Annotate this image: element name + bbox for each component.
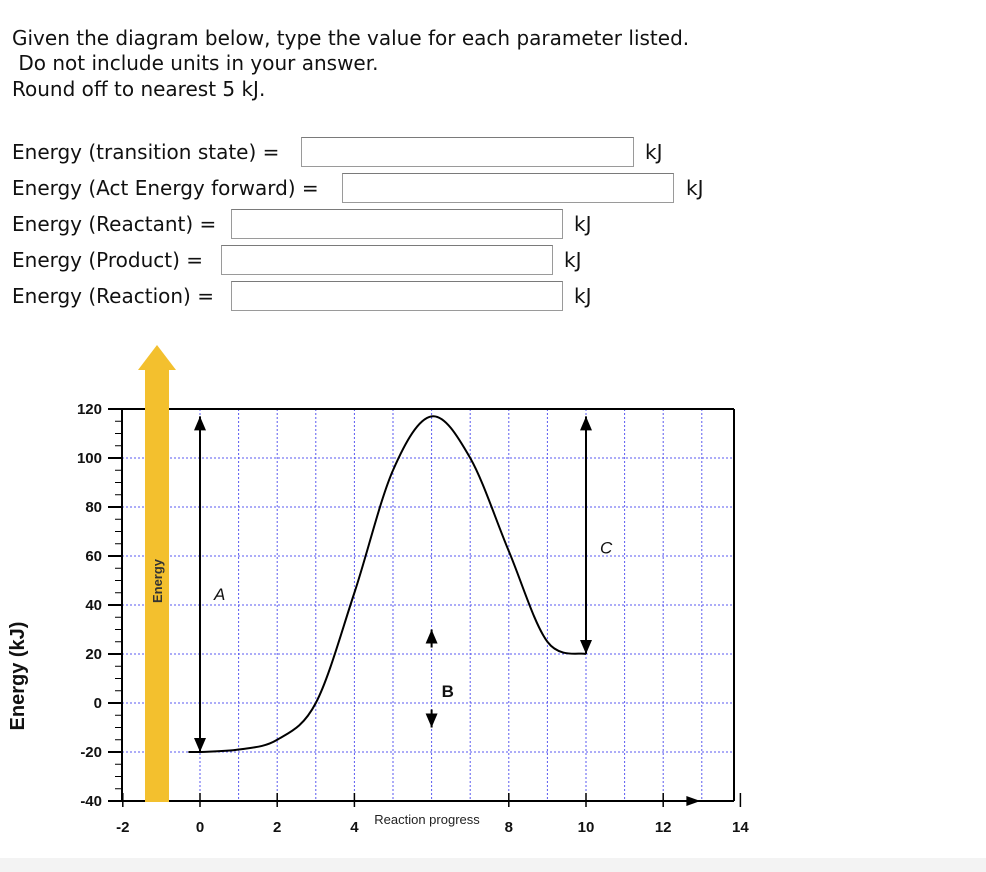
y-axis-label: Energy (kJ) (7, 621, 29, 731)
y-tick-label: -40 (80, 793, 102, 810)
x-axis-arrowhead (686, 796, 700, 806)
annotation-label-a: A (214, 585, 226, 605)
x-axis-label: Reaction progress (374, 812, 480, 827)
input-transition-state[interactable] (301, 137, 634, 167)
y-axis-ticks (77, 401, 122, 810)
energy-diagram (7, 341, 749, 836)
input-reaction[interactable] (231, 281, 563, 311)
energy-arrow-head (138, 345, 176, 370)
x-tick-label: 4 (350, 819, 359, 836)
instruction-line-1: Given the diagram below, type the value for each parameter listed. (12, 26, 690, 50)
x-tick-label: 14 (732, 819, 749, 836)
label-reactant: Energy (Reactant) = (12, 212, 217, 236)
y-tick-label: 100 (76, 450, 102, 467)
input-product[interactable] (221, 245, 553, 275)
arrowhead (194, 738, 206, 752)
y-tick-label: -20 (80, 744, 102, 761)
annotation-label-b: B (441, 681, 454, 701)
label-act-energy-forward: Energy (Act Energy forward) = (12, 176, 319, 200)
instruction-line-3: Round off to nearest 5 kJ. (12, 77, 266, 101)
instruction-line-2: Do not include units in your answer. (12, 51, 379, 75)
annotation-arrows (194, 416, 613, 752)
x-tick-label: 0 (195, 819, 205, 836)
x-tick-label: 2 (273, 819, 282, 836)
x-tick-label: -2 (116, 819, 130, 836)
energy-arrow (138, 345, 176, 802)
arrowhead (426, 714, 438, 728)
y-tick-label: 40 (85, 597, 102, 614)
unit-transition-state: kJ (645, 140, 663, 164)
y-tick-label: 20 (85, 646, 102, 663)
label-reaction: Energy (Reaction) = (12, 284, 214, 308)
unit-act-energy-forward: kJ (686, 176, 704, 200)
input-act-energy-forward[interactable] (342, 173, 674, 203)
x-tick-label: 12 (654, 819, 672, 836)
arrowhead (580, 640, 592, 654)
label-transition-state: Energy (transition state) = (12, 140, 280, 164)
grid-lines (122, 409, 734, 801)
arrowhead (426, 630, 438, 644)
y-tick-label: 60 (85, 548, 102, 565)
x-tick-label: 10 (577, 819, 595, 836)
y-tick-label: 120 (76, 401, 102, 418)
input-reactant[interactable] (231, 209, 563, 239)
energy-arrow-label: Energy (150, 558, 165, 604)
y-tick-label: 80 (85, 499, 102, 516)
arrowhead (580, 416, 592, 430)
annotation-label-c: C (600, 538, 613, 558)
unit-reactant: kJ (574, 212, 592, 236)
axes (122, 409, 734, 806)
x-tick-label: 8 (504, 819, 513, 836)
y-tick-label: 0 (93, 695, 102, 712)
unit-reaction: kJ (574, 284, 592, 308)
unit-product: kJ (564, 248, 582, 272)
arrowhead (194, 416, 206, 430)
label-product: Energy (Product) = (12, 248, 204, 272)
